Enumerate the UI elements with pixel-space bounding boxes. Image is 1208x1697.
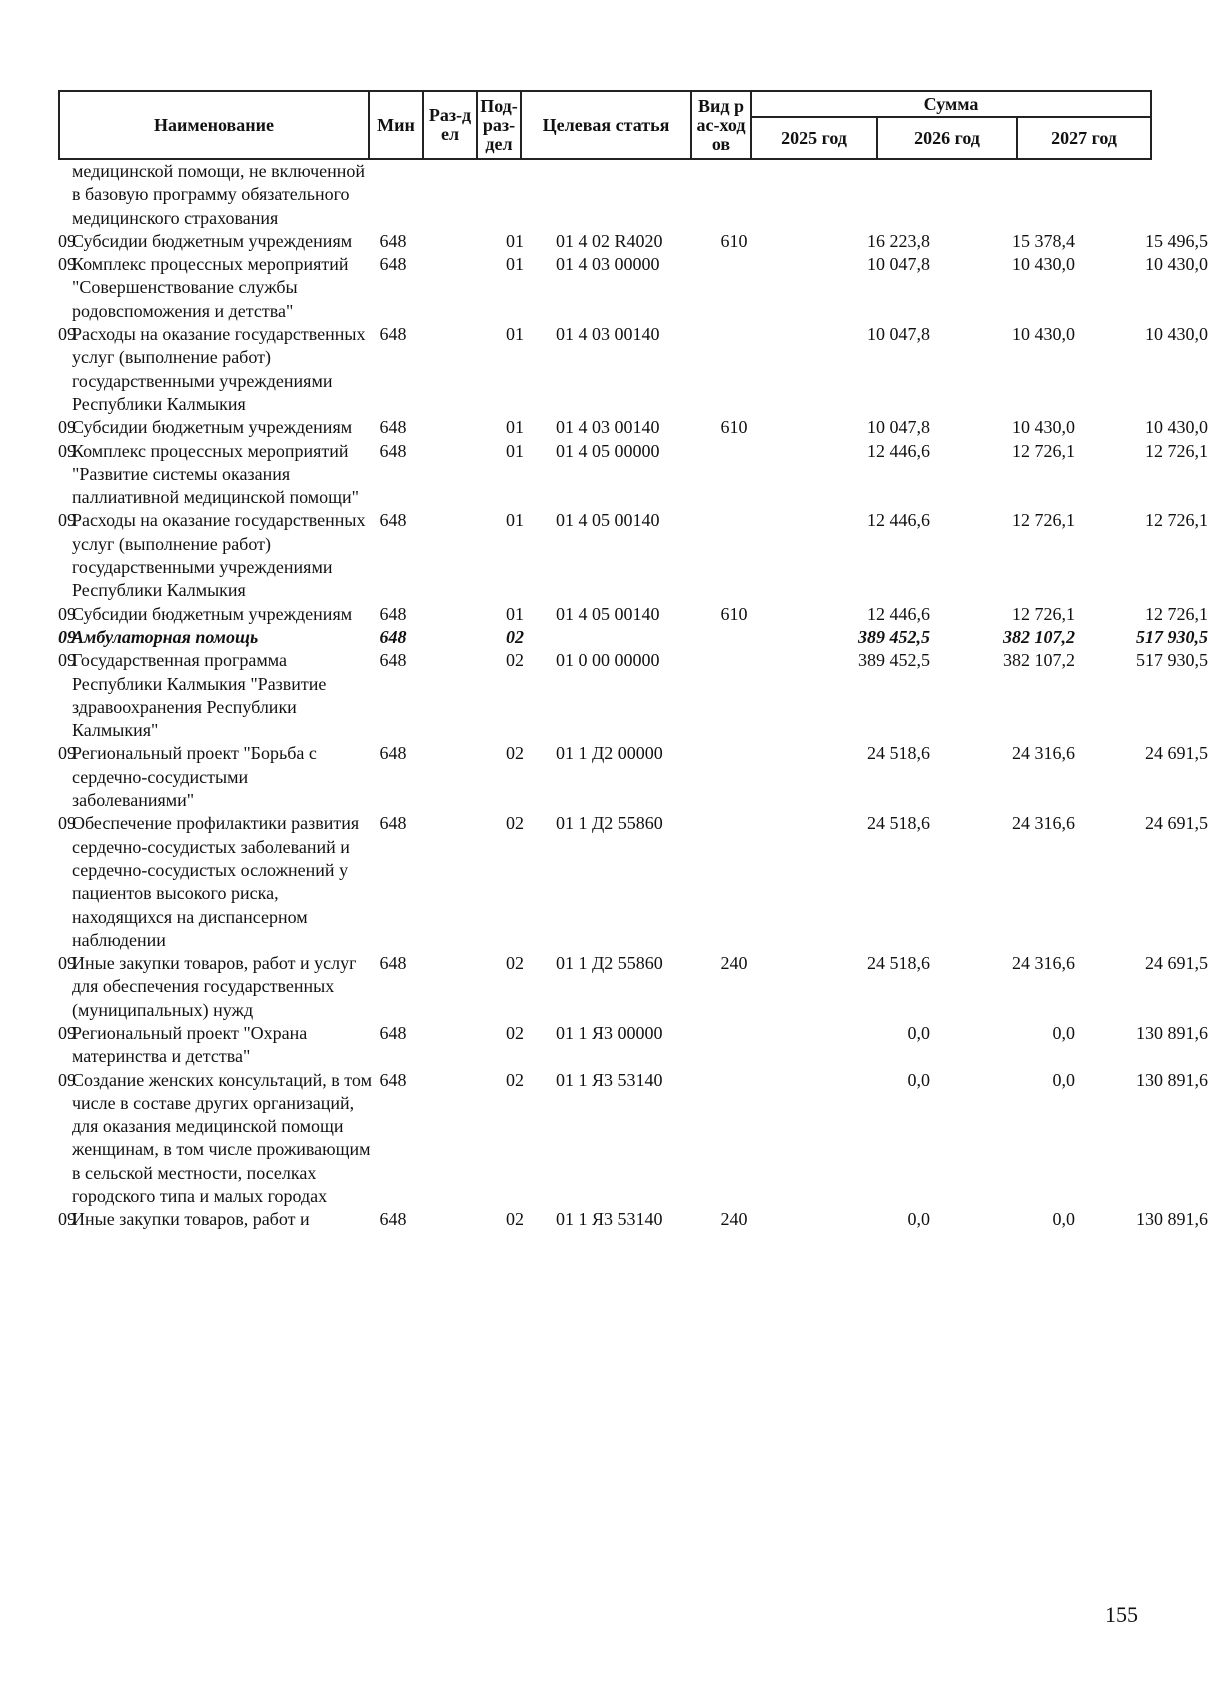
row-min: 648: [379, 510, 407, 531]
row-cs: 01 4 05 00140: [556, 603, 660, 624]
row-razdel: 09: [58, 626, 76, 647]
table-row: [58, 1022, 1208, 1069]
row-s2025: 10 047,8: [867, 254, 930, 275]
row-s2026: 24 316,6: [1012, 743, 1075, 764]
row-name: Субсидии бюджетным учреждениям: [72, 230, 353, 251]
row-razdel: 09: [58, 603, 76, 624]
row-podrazdel: 02: [506, 1022, 524, 1043]
table-row: [58, 509, 1208, 602]
table-row: [58, 742, 1208, 812]
row-cs: 01 4 03 00140: [556, 324, 660, 345]
table-row: [58, 812, 1208, 952]
header-2027: 2027 год: [1017, 117, 1151, 159]
row-name: Создание женских консультаций, в том числе в составе других организаций, для оказания медицинской помощи женщинам, в том числе проживающим в сельской местности, поселках городского типа и малых городах: [72, 1069, 372, 1207]
row-cs: 01 1 Я3 53140: [556, 1209, 663, 1230]
row-razdel: 09: [58, 813, 76, 834]
row-s2027: 12 726,1: [1145, 510, 1208, 531]
row-vid: 610: [720, 417, 748, 438]
table-row: [58, 626, 1208, 649]
row-razdel: 09: [58, 953, 76, 974]
row-vid: 610: [720, 230, 748, 251]
row-razdel: 09: [58, 1209, 76, 1230]
header-2025: 2025 год: [751, 117, 877, 159]
table-row: [58, 1069, 1208, 1209]
row-min: 648: [379, 1022, 407, 1043]
row-s2025: 10 047,8: [867, 417, 930, 438]
row-cs: 01 4 05 00140: [556, 510, 660, 531]
page-number: 155: [1105, 1602, 1138, 1627]
row-s2026: 24 316,6: [1012, 813, 1075, 834]
row-s2027: 24 691,5: [1145, 743, 1208, 764]
row-cs: 01 0 00 00000: [556, 650, 660, 671]
table-row: [58, 952, 1208, 1022]
row-s2026: 382 107,2: [1003, 650, 1075, 671]
row-s2027: 24 691,5: [1145, 813, 1208, 834]
row-s2025: 12 446,6: [867, 440, 930, 461]
row-podrazdel: 01: [506, 254, 524, 275]
row-razdel: 09: [58, 230, 76, 251]
row-s2027: 517 930,5: [1136, 650, 1208, 671]
row-s2027: 10 430,0: [1145, 324, 1208, 345]
row-name: Амбулаторная помощь: [72, 626, 259, 647]
header-summa: Сумма: [751, 91, 1151, 117]
row-podrazdel: 01: [506, 230, 524, 251]
row-s2025: 16 223,8: [867, 230, 930, 251]
row-min: 648: [379, 626, 407, 647]
row-s2026: 382 107,2: [1003, 626, 1075, 647]
row-s2025: 0,0: [907, 1209, 930, 1230]
row-min: 648: [379, 813, 407, 834]
row-name: Субсидии бюджетным учреждениям: [72, 417, 353, 438]
row-podrazdel: 02: [506, 1209, 524, 1230]
row-s2025: 12 446,6: [867, 603, 930, 624]
row-min: 648: [379, 230, 407, 251]
row-name: Субсидии бюджетным учреждениям: [72, 603, 353, 624]
row-razdel: 09: [58, 743, 76, 764]
row-podrazdel: 01: [506, 417, 524, 438]
row-vid: 610: [720, 603, 748, 624]
row-podrazdel: 01: [506, 510, 524, 531]
row-podrazdel: 02: [506, 953, 524, 974]
row-s2027: 10 430,0: [1145, 254, 1208, 275]
row-min: 648: [379, 1069, 407, 1090]
row-s2026: 0,0: [1052, 1069, 1075, 1090]
row-razdel: 09: [58, 1022, 76, 1043]
row-cs: 01 1 Я3 53140: [556, 1069, 663, 1090]
row-name: Иные закупки товаров, работ и услуг для обеспечения государственных (муниципальных) нужд: [72, 953, 357, 1020]
row-s2026: 0,0: [1052, 1209, 1075, 1230]
row-s2026: 12 726,1: [1012, 440, 1075, 461]
row-min: 648: [379, 743, 407, 764]
row-min: 648: [379, 603, 407, 624]
row-s2027: 517 930,5: [1136, 626, 1208, 647]
row-s2025: 24 518,6: [867, 953, 930, 974]
table-header: [58, 90, 1152, 160]
header-podrazdel: Под-раз-дел: [477, 91, 521, 159]
header-razdel: Раз-дел: [423, 91, 477, 159]
row-s2025: 0,0: [907, 1069, 930, 1090]
table-body: [58, 160, 1208, 1232]
row-s2026: 24 316,6: [1012, 953, 1075, 974]
row-cs: 01 4 05 00000: [556, 440, 660, 461]
row-vid: 240: [720, 953, 748, 974]
header-vid: Вид рас-ходов: [691, 91, 751, 159]
table-row: [58, 323, 1208, 416]
row-razdel: 09: [58, 254, 76, 275]
row-razdel: 09: [58, 324, 76, 345]
row-s2026: 0,0: [1052, 1022, 1075, 1043]
row-name: медицинской помощи, не включенной в базовую программу обязательного медицинского страхования: [72, 161, 366, 228]
row-s2025: 12 446,6: [867, 510, 930, 531]
table-row: [58, 230, 1208, 253]
row-s2027: 15 496,5: [1145, 230, 1208, 251]
row-cs: 01 1 Д2 55860: [556, 813, 663, 834]
row-podrazdel: 02: [506, 650, 524, 671]
row-min: 648: [379, 953, 407, 974]
row-cs: 01 4 03 00000: [556, 254, 660, 275]
row-name: Иные закупки товаров, работ и: [72, 1209, 310, 1230]
row-min: 648: [379, 417, 407, 438]
row-razdel: 09: [58, 440, 76, 461]
table-row: [58, 160, 1150, 230]
row-name: Расходы на оказание государственных услуг (выполнение работ) государственными учреждениями Республики Калмыкия: [72, 510, 366, 601]
row-razdel: 09: [58, 650, 76, 671]
row-s2025: 24 518,6: [867, 743, 930, 764]
header-name: Наименование: [59, 91, 369, 159]
row-name: Региональный проект "Борьба с сердечно-сосудистыми заболеваниями": [72, 743, 317, 811]
row-s2027: 10 430,0: [1145, 417, 1208, 438]
row-s2025: 0,0: [907, 1022, 930, 1043]
row-cs: 01 1 Д2 00000: [556, 743, 663, 764]
row-s2026: 10 430,0: [1012, 254, 1075, 275]
row-cs: 01 1 Д2 55860: [556, 953, 663, 974]
row-cs: 01 1 Я3 00000: [556, 1022, 663, 1043]
row-podrazdel: 02: [506, 1069, 524, 1090]
header-min: Мин: [369, 91, 423, 159]
row-s2026: 15 378,4: [1012, 230, 1075, 251]
row-podrazdel: 02: [506, 626, 524, 647]
row-s2027: 12 726,1: [1145, 440, 1208, 461]
row-min: 648: [379, 440, 407, 461]
row-name: Государственная программа Республики Калмыкия "Развитие здравоохранения Республики Калмыкия": [72, 650, 327, 741]
row-s2026: 10 430,0: [1012, 324, 1075, 345]
row-s2025: 389 452,5: [858, 650, 930, 671]
budget-table: [58, 90, 1208, 1232]
row-s2027: 12 726,1: [1145, 603, 1208, 624]
row-s2025: 10 047,8: [867, 324, 930, 345]
table-row: [58, 1208, 1208, 1231]
table-row: [58, 440, 1208, 510]
row-s2026: 12 726,1: [1012, 510, 1075, 531]
row-s2026: 10 430,0: [1012, 417, 1075, 438]
row-min: 648: [379, 254, 407, 275]
row-razdel: 09: [58, 1069, 76, 1090]
table-row: [58, 649, 1208, 742]
row-name: Региональный проект "Охрана материнства и детства": [72, 1022, 308, 1067]
row-podrazdel: 02: [506, 813, 524, 834]
row-razdel: 09: [58, 510, 76, 531]
row-s2027: 130 891,6: [1136, 1022, 1208, 1043]
row-min: 648: [379, 324, 407, 345]
row-s2025: 389 452,5: [858, 626, 930, 647]
row-min: 648: [379, 650, 407, 671]
row-min: 648: [379, 1209, 407, 1230]
table-row: [58, 603, 1208, 626]
row-name: Комплекс процессных мероприятий "Совершенствование службы родовспоможения и детства": [72, 254, 349, 321]
header-cs: Целевая статья: [521, 91, 691, 159]
header-2026: 2026 год: [877, 117, 1017, 159]
row-s2027: 130 891,6: [1136, 1209, 1208, 1230]
row-vid: 240: [720, 1209, 748, 1230]
row-podrazdel: 01: [506, 440, 524, 461]
row-name: Обеспечение профилактики развития сердечно-сосудистых заболеваний и сердечно-сосудистых осложнений у пациентов высокого риска, находящихся на диспансерном наблюдении: [72, 813, 360, 950]
row-podrazdel: 01: [506, 324, 524, 345]
table-row: [58, 253, 1208, 323]
row-cs: 01 4 03 00140: [556, 417, 660, 438]
row-s2027: 130 891,6: [1136, 1069, 1208, 1090]
table-row: [58, 416, 1208, 439]
row-s2027: 24 691,5: [1145, 953, 1208, 974]
row-cs: 01 4 02 R4020: [556, 230, 663, 251]
row-s2026: 12 726,1: [1012, 603, 1075, 624]
row-name: Расходы на оказание государственных услуг (выполнение работ) государственными учреждениями Республики Калмыкия: [72, 324, 366, 414]
row-podrazdel: 02: [506, 743, 524, 764]
row-s2025: 24 518,6: [867, 813, 930, 834]
row-razdel: 09: [58, 417, 76, 438]
row-podrazdel: 01: [506, 603, 524, 624]
row-name: Комплекс процессных мероприятий "Развитие системы оказания паллиативной медицинской помощи": [72, 440, 359, 508]
